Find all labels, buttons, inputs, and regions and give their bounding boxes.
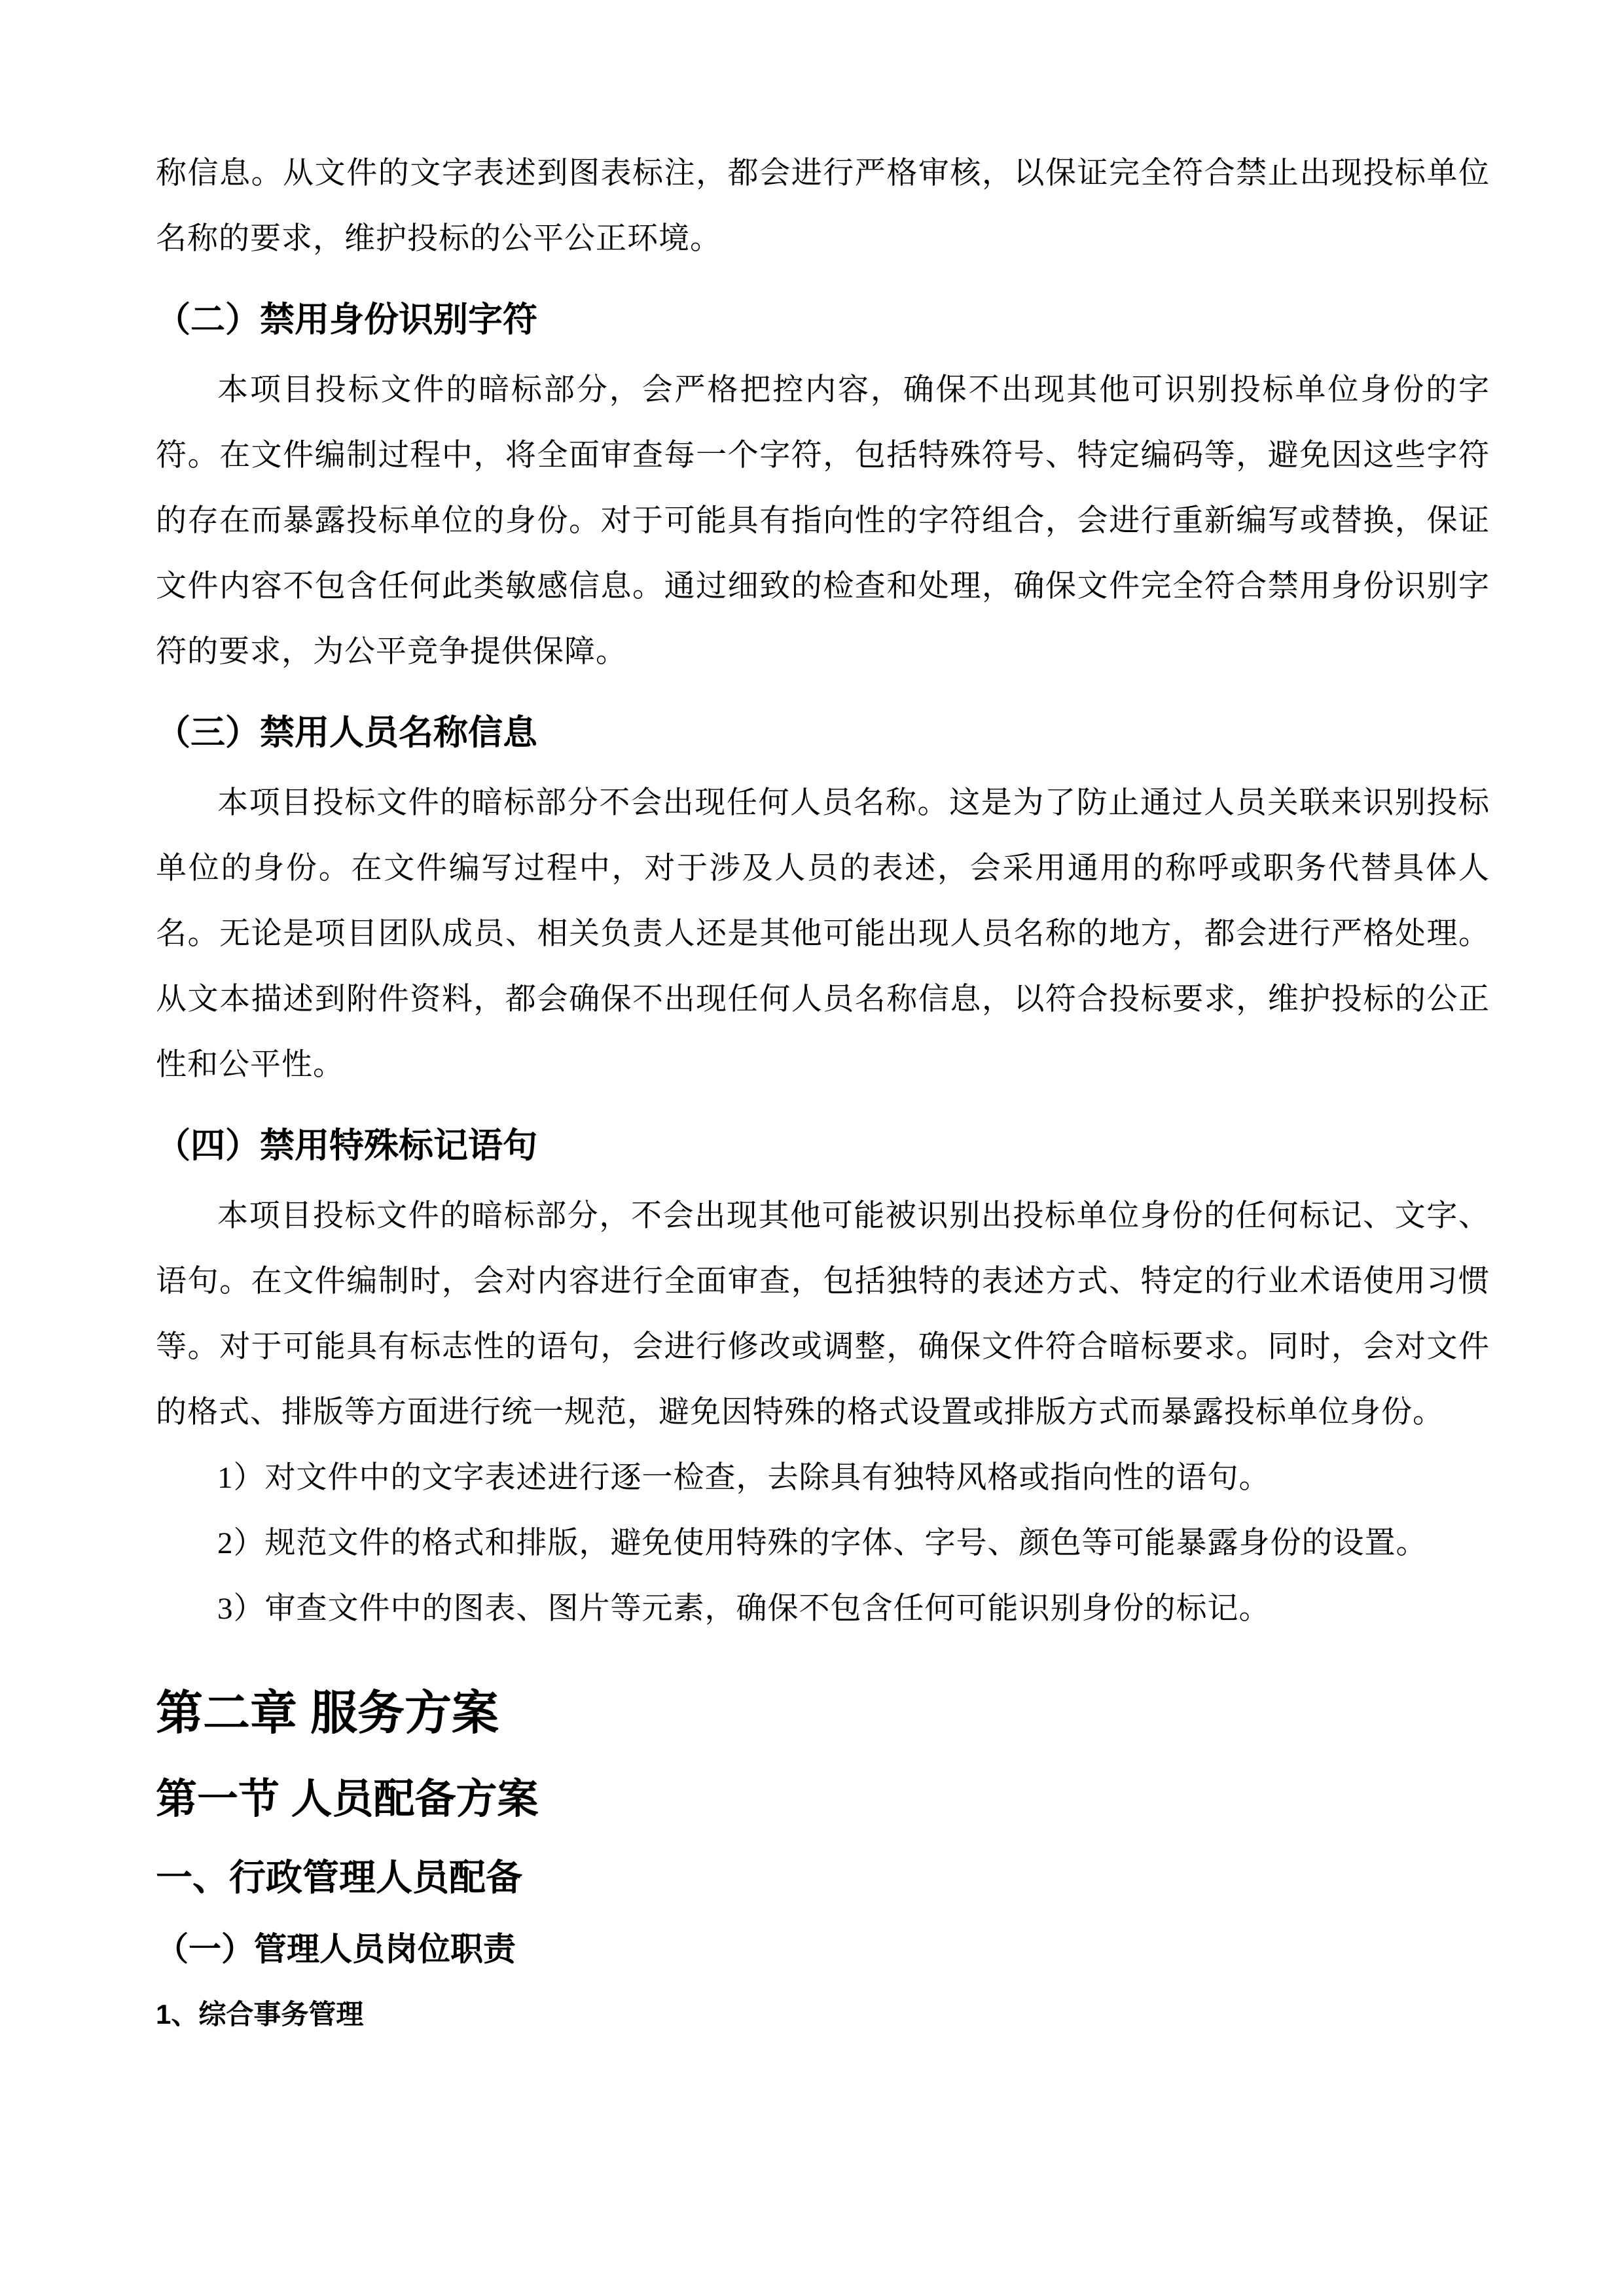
paragraph-forbidden-personnel-names: 本项目投标文件的暗标部分不会出现任何人员名称。这是为了防止通过人员关联来识别投标单位的身份。在文件编写过程中，对于涉及人员的表述，会采用通用的称呼或职务代替具体人名。无论是项目团队成员、相关负责人还是其他可能出现人员名称的地方，都会进行严格处理。从文本描述到附件资料，都会确保不出现任何人员名称信息，以符合投标要求，维护投标的公正性和公平性。 [156, 785, 1490, 1082]
heading-admin-staffing: 一、行政管理人员配备 [156, 1857, 522, 1899]
paragraph-forbidden-special-marks: 本项目投标文件的暗标部分，不会出现其他可能被识别出投标单位身份的任何标记、文字、语句。在文件编制时，会对内容进行全面审查，包括独特的表述方式、特定的行业术语使用习惯等。对于可能具有标志性的语句，会进行修改或调整，确保文件符合暗标要求。同时，会对文件的格式、排版等方面进行统一规范，避免因特殊的格式设置或排版方式而暴露投标单位身份。 [156, 1198, 1490, 1429]
paragraph-continuation: 称信息。从文件的文字表述到图表标注，都会进行严格审核，以保证完全符合禁止出现投标单位名称的要求，维护投标的公平公正环境。 [156, 156, 1490, 256]
list-item-1: 1）对文件中的文字表述进行逐一检查，去除具有独特风格或指向性的语句。 [217, 1460, 1271, 1495]
heading-forbidden-personnel-names: （三）禁用人员名称信息 [156, 713, 537, 752]
paragraph-forbidden-identity-chars: 本项目投标文件的暗标部分，会严格把控内容，确保不出现其他可识别投标单位身份的字符。在文件编制过程中，将全面审查每一个字符，包括特殊符号、特定编码等，避免因这些字符的存在而暴露投标单位的身份。对于可能具有指向性的字符组合，会进行重新编写或替换，保证文件内容不包含任何此类敏感信息。通过细致的检查和处理，确保文件完全符合禁用身份识别字符的要求，为公平竞争提供保障。 [156, 372, 1490, 669]
chapter-heading-service-plan: 第二章 服务方案 [156, 1687, 499, 1740]
heading-general-affairs: 1、综合事务管理 [156, 1998, 364, 2030]
heading-forbidden-identity-chars: （二）禁用身份识别字符 [156, 300, 537, 339]
heading-management-duties: （一）管理人员岗位职责 [156, 1930, 516, 1967]
heading-forbidden-special-marks: （四）禁用特殊标记语句 [156, 1126, 537, 1165]
list-item-3: 3）审查文件中的图表、图片等元素，确保不包含任何可能识别身份的标记。 [217, 1591, 1271, 1626]
list-item-2: 2）规范文件的格式和排版，避免使用特殊的字体、字号、颜色等可能暴露身份的设置。 [217, 1526, 1428, 1560]
section-heading-staffing-plan: 第一节 人员配备方案 [156, 1776, 539, 1823]
